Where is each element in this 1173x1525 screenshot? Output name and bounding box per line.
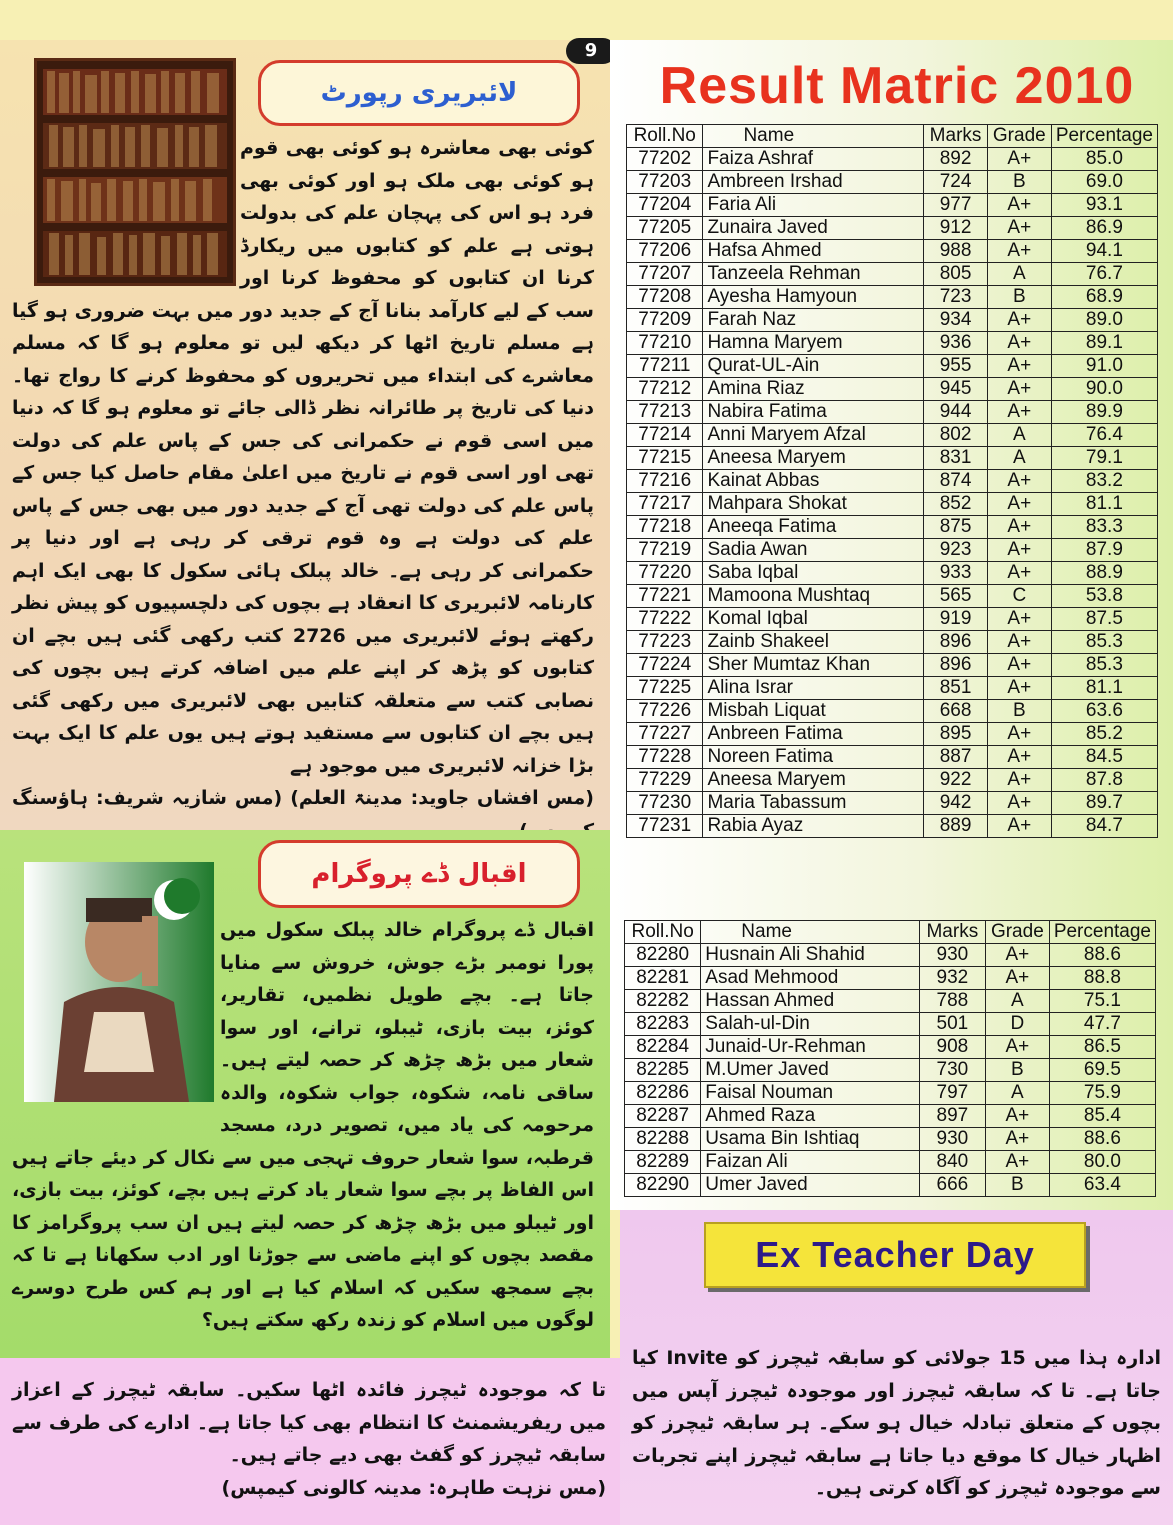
result-table-2 xyxy=(624,920,1156,1197)
marks-cell: 874 xyxy=(924,470,988,493)
result-row xyxy=(625,1174,1156,1197)
name-cell: Kainat Abbas xyxy=(703,470,924,493)
grade-cell: B xyxy=(987,286,1051,309)
name-cell: Mahpara Shokat xyxy=(703,493,924,516)
grade-cell: A+ xyxy=(987,148,1051,171)
header-percentage: Percentage xyxy=(1049,921,1155,944)
percentage-cell: 90.0 xyxy=(1051,378,1157,401)
percentage-cell: 83.2 xyxy=(1051,470,1157,493)
name-cell: Husnain Ali Shahid xyxy=(701,944,920,967)
grade-cell: A+ xyxy=(987,562,1051,585)
marks-cell: 851 xyxy=(924,677,988,700)
result-row xyxy=(627,493,1158,516)
result-row xyxy=(627,562,1158,585)
iqbal-body xyxy=(0,914,604,1354)
name-cell: Faria Ali xyxy=(703,194,924,217)
percentage-cell: 89.0 xyxy=(1051,309,1157,332)
percentage-cell: 63.4 xyxy=(1049,1174,1155,1197)
marks-cell: 896 xyxy=(924,631,988,654)
name-cell: Qurat-UL-Ain xyxy=(703,355,924,378)
name-cell: Anni Maryem Afzal xyxy=(703,424,924,447)
header-grade: Grade xyxy=(987,125,1051,148)
name-cell: Sadia Awan xyxy=(703,539,924,562)
roll-no-cell: 77204 xyxy=(627,194,703,217)
marks-cell: 895 xyxy=(924,723,988,746)
marks-cell: 930 xyxy=(919,944,985,967)
grade-cell: A xyxy=(985,1082,1049,1105)
result-row xyxy=(627,194,1158,217)
header-marks: Marks xyxy=(924,125,988,148)
iqbal-day-section xyxy=(0,830,610,1358)
name-cell: Zunaira Javed xyxy=(703,217,924,240)
percentage-cell: 86.5 xyxy=(1049,1036,1155,1059)
result-row xyxy=(627,240,1158,263)
result-row xyxy=(627,286,1158,309)
name-cell: Asad Mehmood xyxy=(701,967,920,990)
percentage-cell: 91.0 xyxy=(1051,355,1157,378)
name-cell: M.Umer Javed xyxy=(701,1059,920,1082)
grade-cell: A+ xyxy=(987,723,1051,746)
percentage-cell: 76.7 xyxy=(1051,263,1157,286)
result-table-2-body xyxy=(625,944,1156,1197)
marks-cell: 805 xyxy=(924,263,988,286)
result-row xyxy=(627,815,1158,838)
roll-no-cell: 82289 xyxy=(625,1151,701,1174)
roll-no-cell: 77231 xyxy=(627,815,703,838)
name-cell: Faisal Nouman xyxy=(701,1082,920,1105)
name-cell: Tanzeela Rehman xyxy=(703,263,924,286)
result-row xyxy=(627,792,1158,815)
library-paragraph: کوئی بھی معاشرہ ہو کوئی بھی قوم ہو کوئی بھی ملک ہو اور کوئی بھی فرد ہو اس کی پہچان علم کی بدولت ہوتی ہے علم کو کتابوں میں ریکارڈ کرنا ان کتابوں کو محفوظ کرنا اور سب کے لیے کارآمد بنانا آج کے جدید دور میں بہت ضروری ہو گیا ہے مسلم تاریخ اٹھا کر دیکھ لیں تو معلوم ہو گا کہ مسلم معاشرے کی ابتداء میں تحریروں کو محفوظ کرنے کا رواج تھا۔ دنیا کی تاریخ پر طائرانہ نظر ڈالی جائے تو معلوم ہو گا کہ دنیا میں اسی قوم نے حکمرانی کی جس کے پاس علم کی دولت تھی اور اسی قوم نے تاریخ میں اعلیٰ مقام حاصل کیا جس کے پاس علم کی دولت تھی آج کے جدید دور میں بھی جس کے پاس علم کی دولت ہے وہ قوم ترقی کر رہی ہے اور دنیا پر حکمرانی کر رہی ہے۔ خالد پبلک ہائی سکول کا بھی ایک اہم کارنامہ لائبریری کا انعقاد ہے بچوں کی دلچسپیوں کو پیش نظر رکھتے ہوئے لائبریری میں 2726 کتب رکھی گئی ہیں بچے ان کتابوں کو پڑھ کر اپنے علم میں اضافہ کرتے ہیں بچوں کی نصابی کتب سے متعلقہ کتابیں بھی لائبریری میں رکھی گئی ہیں بچے ان کتابوں سے مستفید ہوتے ہیں یوں علم کا ایک بہت بڑا خزانہ لائبریری میں موجود ہے xyxy=(12,137,594,777)
grade-cell: C xyxy=(987,585,1051,608)
marks-cell: 936 xyxy=(924,332,988,355)
name-cell: Sher Mumtaz Khan xyxy=(703,654,924,677)
result-row xyxy=(627,746,1158,769)
library-heading: لائبریری رپورٹ xyxy=(320,78,518,108)
percentage-cell: 81.1 xyxy=(1051,493,1157,516)
marks-cell: 831 xyxy=(924,447,988,470)
name-cell: Aneesa Maryem xyxy=(703,769,924,792)
name-cell: Junaid-Ur-Rehman xyxy=(701,1036,920,1059)
percentage-cell: 89.1 xyxy=(1051,332,1157,355)
percentage-cell: 84.5 xyxy=(1051,746,1157,769)
percentage-cell: 85.3 xyxy=(1051,631,1157,654)
result-row xyxy=(625,1036,1156,1059)
name-cell: Ahmed Raza xyxy=(701,1105,920,1128)
roll-no-cell: 82280 xyxy=(625,944,701,967)
ex-teacher-heading-banner xyxy=(704,1222,1086,1288)
header-marks: Marks xyxy=(919,921,985,944)
roll-no-cell: 77210 xyxy=(627,332,703,355)
marks-cell: 944 xyxy=(924,401,988,424)
percentage-cell: 69.5 xyxy=(1049,1059,1155,1082)
percentage-cell: 88.6 xyxy=(1049,944,1155,967)
roll-no-cell: 77228 xyxy=(627,746,703,769)
grade-cell: B xyxy=(987,171,1051,194)
name-cell: Salah-ul-Din xyxy=(701,1013,920,1036)
result-row xyxy=(627,424,1158,447)
header-grade: Grade xyxy=(985,921,1049,944)
grade-cell: A+ xyxy=(987,654,1051,677)
roll-no-cell: 77215 xyxy=(627,447,703,470)
grade-cell: A+ xyxy=(987,493,1051,516)
percentage-cell: 87.5 xyxy=(1051,608,1157,631)
marks-cell: 892 xyxy=(924,148,988,171)
result-row xyxy=(627,700,1158,723)
marks-cell: 933 xyxy=(924,562,988,585)
grade-cell: A+ xyxy=(987,470,1051,493)
roll-no-cell: 77229 xyxy=(627,769,703,792)
grade-cell: A+ xyxy=(987,677,1051,700)
name-cell: Faiza Ashraf xyxy=(703,148,924,171)
result-row xyxy=(627,148,1158,171)
percentage-cell: 76.4 xyxy=(1051,424,1157,447)
percentage-cell: 85.2 xyxy=(1051,723,1157,746)
name-cell: Hassan Ahmed xyxy=(701,990,920,1013)
roll-no-cell: 77220 xyxy=(627,562,703,585)
matric-result-section xyxy=(610,40,1173,1210)
roll-no-cell: 77224 xyxy=(627,654,703,677)
name-cell: Hafsa Ahmed xyxy=(703,240,924,263)
roll-no-cell: 77218 xyxy=(627,516,703,539)
roll-no-cell: 82281 xyxy=(625,967,701,990)
result-row xyxy=(625,944,1156,967)
result-table-1-body xyxy=(627,148,1158,838)
roll-no-cell: 77206 xyxy=(627,240,703,263)
marks-cell: 912 xyxy=(924,217,988,240)
marks-cell: 666 xyxy=(919,1174,985,1197)
library-body xyxy=(0,132,604,812)
grade-cell: A+ xyxy=(987,746,1051,769)
roll-no-cell: 82287 xyxy=(625,1105,701,1128)
result-row xyxy=(625,1013,1156,1036)
grade-cell: B xyxy=(985,1059,1049,1082)
result-row xyxy=(627,654,1158,677)
percentage-cell: 93.1 xyxy=(1051,194,1157,217)
iqbal-heading: اقبال ڈے پروگرام xyxy=(311,859,527,889)
result-row xyxy=(627,447,1158,470)
name-cell: Misbah Liquat xyxy=(703,700,924,723)
name-cell: Ambreen Irshad xyxy=(703,171,924,194)
header-name: Name xyxy=(703,125,924,148)
marks-cell: 934 xyxy=(924,309,988,332)
roll-no-cell: 77217 xyxy=(627,493,703,516)
percentage-cell: 81.1 xyxy=(1051,677,1157,700)
name-cell: Maria Tabassum xyxy=(703,792,924,815)
result-row xyxy=(627,585,1158,608)
percentage-cell: 80.0 xyxy=(1049,1151,1155,1174)
marks-cell: 852 xyxy=(924,493,988,516)
name-cell: Anbreen Fatima xyxy=(703,723,924,746)
library-report-section xyxy=(0,40,610,830)
result-row xyxy=(625,1128,1156,1151)
marks-cell: 802 xyxy=(924,424,988,447)
grade-cell: A xyxy=(987,447,1051,470)
percentage-cell: 88.6 xyxy=(1049,1128,1155,1151)
marks-cell: 919 xyxy=(924,608,988,631)
result-row xyxy=(627,723,1158,746)
grade-cell: A+ xyxy=(987,309,1051,332)
roll-no-cell: 82284 xyxy=(625,1036,701,1059)
name-cell: Hamna Maryem xyxy=(703,332,924,355)
name-cell: Rabia Ayaz xyxy=(703,815,924,838)
result-row xyxy=(627,263,1158,286)
library-credit: (مس افشاں جاوید: مدینۃ العلم) (مس شازیہ شریف: ہاؤسنگ xyxy=(12,787,594,809)
percentage-cell: 47.7 xyxy=(1049,1013,1155,1036)
percentage-cell: 89.9 xyxy=(1051,401,1157,424)
iqbal-paragraph: اقبال ڈے پروگرام خالد پبلک سکول میں پورا نومبر بڑے جوش، خروش سے منایا جاتا ہے۔ بچے طویل نظمیں، تقاریر، کوئز، بیت بازی، ٹیبلو، ترانے، اور سوا شعار میں بڑھ چڑھ کر حصہ لیتے ہیں۔ ساقی نامہ، شکوہ، جواب شکوہ، والدہ مرحومہ کی یاد میں، تصویر درد، مسجد قرطبہ، سوا شعار حروف تہجی میں سے نکال کر دیئے جاتے ہیں اس الفاظ پر بچے سوا شعار یاد کرتے ہیں بچے، کوئز، بیت بازی، اور ٹیبلو میں بڑھ چڑھ کر حصہ لیتے ہیں ان سب پروگرامز کا مقصد بچوں کو اپنے ماضی سے جوڑنا اور ادب سکھانا ہے تا کہ بچے سمجھ سکیں کہ اسلام کیا ہے اور ہم کس طرح دوسرے لوگوں میں اسلام کو زندہ رکھ سکتے ہیں؟ xyxy=(12,919,594,1331)
marks-cell: 875 xyxy=(924,516,988,539)
roll-no-cell: 82285 xyxy=(625,1059,701,1082)
marks-cell: 942 xyxy=(924,792,988,815)
percentage-cell: 87.9 xyxy=(1051,539,1157,562)
name-cell: Amina Riaz xyxy=(703,378,924,401)
grade-cell: A+ xyxy=(987,631,1051,654)
roll-no-cell: 77222 xyxy=(627,608,703,631)
name-cell: Zainb Shakeel xyxy=(703,631,924,654)
grade-cell: A+ xyxy=(987,217,1051,240)
marks-cell: 723 xyxy=(924,286,988,309)
percentage-cell: 83.3 xyxy=(1051,516,1157,539)
roll-no-cell: 77219 xyxy=(627,539,703,562)
result-row xyxy=(625,1082,1156,1105)
result-table-1 xyxy=(626,124,1158,838)
roll-no-cell: 82282 xyxy=(625,990,701,1013)
float-spacer xyxy=(0,132,240,292)
name-cell: Faizan Ali xyxy=(701,1151,920,1174)
grade-cell: A+ xyxy=(987,332,1051,355)
result-row xyxy=(627,516,1158,539)
name-cell: Ayesha Hamyoun xyxy=(703,286,924,309)
marks-cell: 955 xyxy=(924,355,988,378)
grade-cell: A+ xyxy=(985,967,1049,990)
percentage-cell: 89.7 xyxy=(1051,792,1157,815)
ex-teacher-heading: Ex Teacher Day xyxy=(755,1234,1035,1275)
result-row xyxy=(627,217,1158,240)
grade-cell: A xyxy=(985,990,1049,1013)
result-row xyxy=(627,309,1158,332)
marks-cell: 977 xyxy=(924,194,988,217)
roll-no-cell: 77227 xyxy=(627,723,703,746)
name-cell: Farah Naz xyxy=(703,309,924,332)
roll-no-cell: 77209 xyxy=(627,309,703,332)
result-row xyxy=(625,990,1156,1013)
roll-no-cell: 82283 xyxy=(625,1013,701,1036)
ex-teacher-continuation-credit: (مس نزہت طاہرہ: مدینہ کالونی کیمپس) xyxy=(221,1476,606,1499)
marks-cell: 922 xyxy=(924,769,988,792)
ex-teacher-continuation-section xyxy=(0,1358,620,1525)
marks-cell: 923 xyxy=(924,539,988,562)
marks-cell: 930 xyxy=(919,1128,985,1151)
grade-cell: A+ xyxy=(987,769,1051,792)
marks-cell: 840 xyxy=(919,1151,985,1174)
float-spacer xyxy=(0,914,220,1114)
percentage-cell: 94.1 xyxy=(1051,240,1157,263)
marks-cell: 932 xyxy=(919,967,985,990)
percentage-cell: 85.3 xyxy=(1051,654,1157,677)
percentage-cell: 53.8 xyxy=(1051,585,1157,608)
marks-cell: 501 xyxy=(919,1013,985,1036)
percentage-cell: 85.0 xyxy=(1051,148,1157,171)
result-row xyxy=(627,769,1158,792)
page-number: 9 xyxy=(584,40,598,61)
grade-cell: B xyxy=(987,700,1051,723)
grade-cell: A xyxy=(987,424,1051,447)
result-row xyxy=(627,631,1158,654)
result-row xyxy=(625,967,1156,990)
marks-cell: 887 xyxy=(924,746,988,769)
header-percentage: Percentage xyxy=(1051,125,1157,148)
grade-cell: A+ xyxy=(987,240,1051,263)
roll-no-cell: 77203 xyxy=(627,171,703,194)
result-row xyxy=(627,378,1158,401)
grade-cell: A+ xyxy=(985,1151,1049,1174)
result-row xyxy=(627,355,1158,378)
grade-cell: A xyxy=(987,263,1051,286)
marks-cell: 988 xyxy=(924,240,988,263)
percentage-cell: 84.7 xyxy=(1051,815,1157,838)
grade-cell: A+ xyxy=(985,1128,1049,1151)
header-roll-no: Roll.No xyxy=(625,921,701,944)
roll-no-cell: 77205 xyxy=(627,217,703,240)
name-cell: Aneesa Maryem xyxy=(703,447,924,470)
result-row xyxy=(627,539,1158,562)
result-title: Result Matric 2010 xyxy=(659,57,1135,115)
name-cell: Usama Bin Ishtiaq xyxy=(701,1128,920,1151)
iqbal-heading-banner xyxy=(258,840,580,908)
result-row xyxy=(627,677,1158,700)
roll-no-cell: 77225 xyxy=(627,677,703,700)
result-row xyxy=(627,401,1158,424)
roll-no-cell: 77213 xyxy=(627,401,703,424)
name-cell: Mamoona Mushtaq xyxy=(703,585,924,608)
name-cell: Aneeqa Fatima xyxy=(703,516,924,539)
result-table-header xyxy=(627,125,1158,148)
page-number-badge xyxy=(566,38,616,64)
percentage-cell: 88.8 xyxy=(1049,967,1155,990)
name-cell: Saba Iqbal xyxy=(703,562,924,585)
result-row xyxy=(625,1151,1156,1174)
marks-cell: 908 xyxy=(919,1036,985,1059)
result-row xyxy=(627,332,1158,355)
roll-no-cell: 77202 xyxy=(627,148,703,171)
grade-cell: A+ xyxy=(987,815,1051,838)
percentage-cell: 85.4 xyxy=(1049,1105,1155,1128)
header-roll-no: Roll.No xyxy=(627,125,703,148)
grade-cell: A+ xyxy=(987,608,1051,631)
percentage-cell: 79.1 xyxy=(1051,447,1157,470)
grade-cell: A+ xyxy=(985,1036,1049,1059)
name-cell: Nabira Fatima xyxy=(703,401,924,424)
marks-cell: 730 xyxy=(919,1059,985,1082)
grade-cell: D xyxy=(985,1013,1049,1036)
percentage-cell: 87.8 xyxy=(1051,769,1157,792)
roll-no-cell: 77230 xyxy=(627,792,703,815)
grade-cell: A+ xyxy=(987,401,1051,424)
ex-teacher-paragraph: ادارہ ہذا میں 15 جولائی کو سابقہ ٹیچرز کو Invite کیا جاتا ہے۔ تا کہ سابقہ ٹیچرز اور موجودہ ٹیچرز آپس میں بچوں کے متعلق تبادلہ خیال ہو سکے۔ ہر سابقہ ٹیچرز کو اظہار خیال کا موقع دیا جاتا ہے سابقہ ٹیچرز اپنے تجربات سے موجودہ ٹیچرز کو آگاہ کرتی ہیں۔ xyxy=(632,1347,1162,1499)
name-cell: Noreen Fatima xyxy=(703,746,924,769)
roll-no-cell: 77223 xyxy=(627,631,703,654)
roll-no-cell: 77226 xyxy=(627,700,703,723)
grade-cell: A+ xyxy=(987,516,1051,539)
marks-cell: 897 xyxy=(919,1105,985,1128)
result-table-header xyxy=(625,921,1156,944)
grade-cell: A+ xyxy=(987,194,1051,217)
grade-cell: A+ xyxy=(987,792,1051,815)
marks-cell: 565 xyxy=(924,585,988,608)
percentage-cell: 63.6 xyxy=(1051,700,1157,723)
library-heading-banner xyxy=(258,60,580,126)
marks-cell: 668 xyxy=(924,700,988,723)
header-name: Name xyxy=(701,921,920,944)
marks-cell: 945 xyxy=(924,378,988,401)
result-row xyxy=(627,608,1158,631)
marks-cell: 896 xyxy=(924,654,988,677)
percentage-cell: 69.0 xyxy=(1051,171,1157,194)
roll-no-cell: 77211 xyxy=(627,355,703,378)
result-row xyxy=(627,470,1158,493)
roll-no-cell: 77207 xyxy=(627,263,703,286)
percentage-cell: 75.9 xyxy=(1049,1082,1155,1105)
result-row xyxy=(627,171,1158,194)
marks-cell: 724 xyxy=(924,171,988,194)
roll-no-cell: 77212 xyxy=(627,378,703,401)
ex-teacher-day-section xyxy=(620,1210,1173,1525)
grade-cell: A+ xyxy=(987,378,1051,401)
roll-no-cell: 82288 xyxy=(625,1128,701,1151)
roll-no-cell: 77208 xyxy=(627,286,703,309)
roll-no-cell: 82290 xyxy=(625,1174,701,1197)
percentage-cell: 68.9 xyxy=(1051,286,1157,309)
roll-no-cell: 77221 xyxy=(627,585,703,608)
marks-cell: 788 xyxy=(919,990,985,1013)
name-cell: Komal Iqbal xyxy=(703,608,924,631)
result-row xyxy=(625,1059,1156,1082)
percentage-cell: 75.1 xyxy=(1049,990,1155,1013)
roll-no-cell: 77216 xyxy=(627,470,703,493)
grade-cell: B xyxy=(985,1174,1049,1197)
marks-cell: 889 xyxy=(924,815,988,838)
grade-cell: A+ xyxy=(985,944,1049,967)
grade-cell: A+ xyxy=(987,355,1051,378)
percentage-cell: 86.9 xyxy=(1051,217,1157,240)
grade-cell: A+ xyxy=(985,1105,1049,1128)
name-cell: Alina Israr xyxy=(703,677,924,700)
result-row xyxy=(625,1105,1156,1128)
marks-cell: 797 xyxy=(919,1082,985,1105)
ex-teacher-continuation-paragraph: تا کہ موجودہ ٹیچرز فائدہ اٹھا سکیں۔ سابقہ ٹیچرز کے اعزاز میں ریفریشمنٹ کا انتظام بھی کیا جاتا ہے۔ ادارے کی طرف سے سابقہ ٹیچرز کو گفٹ بھی دیے جاتے ہیں۔ xyxy=(12,1379,606,1466)
roll-no-cell: 82286 xyxy=(625,1082,701,1105)
roll-no-cell: 77214 xyxy=(627,424,703,447)
percentage-cell: 88.9 xyxy=(1051,562,1157,585)
grade-cell: A+ xyxy=(987,539,1051,562)
name-cell: Umer Javed xyxy=(701,1174,920,1197)
